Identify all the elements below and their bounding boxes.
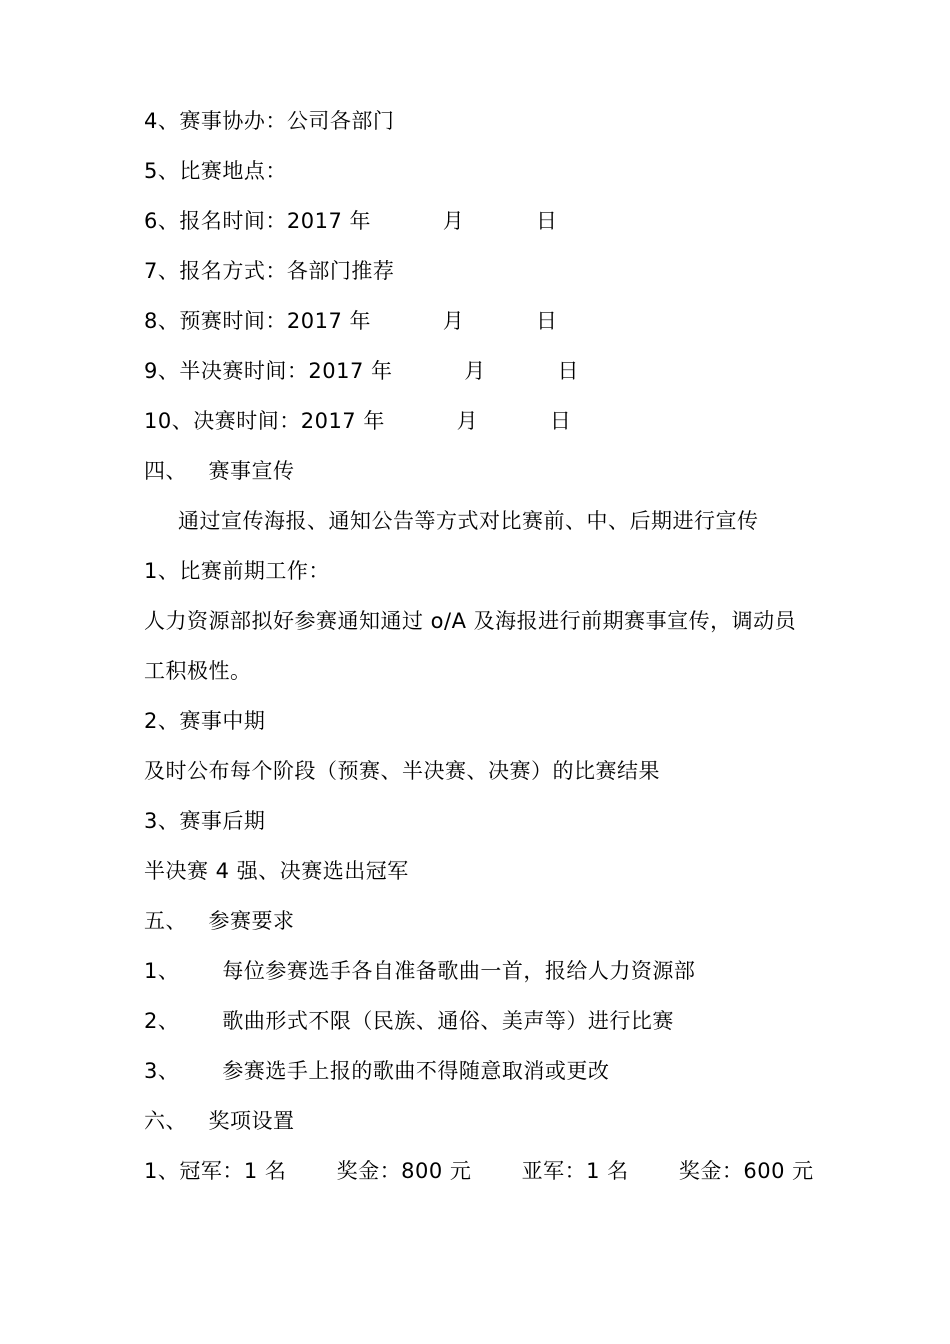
paragraph-promotion-intro: 通过宣传海报、通知公告等方式对比赛前、中、后期进行宣传 xyxy=(178,509,759,533)
line-registration-time: 6、报名时间：2017 年 月 日 xyxy=(144,209,558,233)
section-heading-requirements: 五、 参赛要求 xyxy=(144,909,295,933)
line-co-organizer: 4、赛事协办：公司各部门 xyxy=(144,109,395,133)
section-heading-promotion: 四、 赛事宣传 xyxy=(144,459,295,483)
awards-line-1: 1、冠军：1 名 奖金：800 元 亚军：1 名 奖金：600 元 xyxy=(144,1159,814,1183)
section-heading-awards: 六、 奖项设置 xyxy=(144,1109,295,1133)
requirement-item-2: 2、 歌曲形式不限（民族、通俗、美声等）进行比赛 xyxy=(144,1009,674,1033)
line-final-time: 10、决赛时间：2017 年 月 日 xyxy=(144,409,572,433)
paragraph-late-stage: 半决赛 4 强、决赛选出冠军 xyxy=(144,859,409,883)
paragraph-early-stage-cont: 工积极性。 xyxy=(144,659,252,683)
paragraph-early-stage: 人力资源部拟好参赛通知通过 o/A 及海报进行前期赛事宣传，调动员 xyxy=(144,609,797,633)
subheading-late-stage: 3、赛事后期 xyxy=(144,809,266,833)
subheading-mid-stage: 2、赛事中期 xyxy=(144,709,266,733)
requirement-item-3: 3、 参赛选手上报的歌曲不得随意取消或更改 xyxy=(144,1059,610,1083)
line-registration-method: 7、报名方式：各部门推荐 xyxy=(144,259,395,283)
line-venue: 5、比赛地点： xyxy=(144,159,287,183)
paragraph-mid-stage: 及时公布每个阶段（预赛、半决赛、决赛）的比赛结果 xyxy=(144,759,660,783)
requirement-item-1: 1、 每位参赛选手各自准备歌曲一首，报给人力资源部 xyxy=(144,959,696,983)
line-semifinal-time: 9、半决赛时间：2017 年 月 日 xyxy=(144,359,579,383)
line-preliminary-time: 8、预赛时间：2017 年 月 日 xyxy=(144,309,558,333)
subheading-early-stage: 1、比赛前期工作： xyxy=(144,559,330,583)
